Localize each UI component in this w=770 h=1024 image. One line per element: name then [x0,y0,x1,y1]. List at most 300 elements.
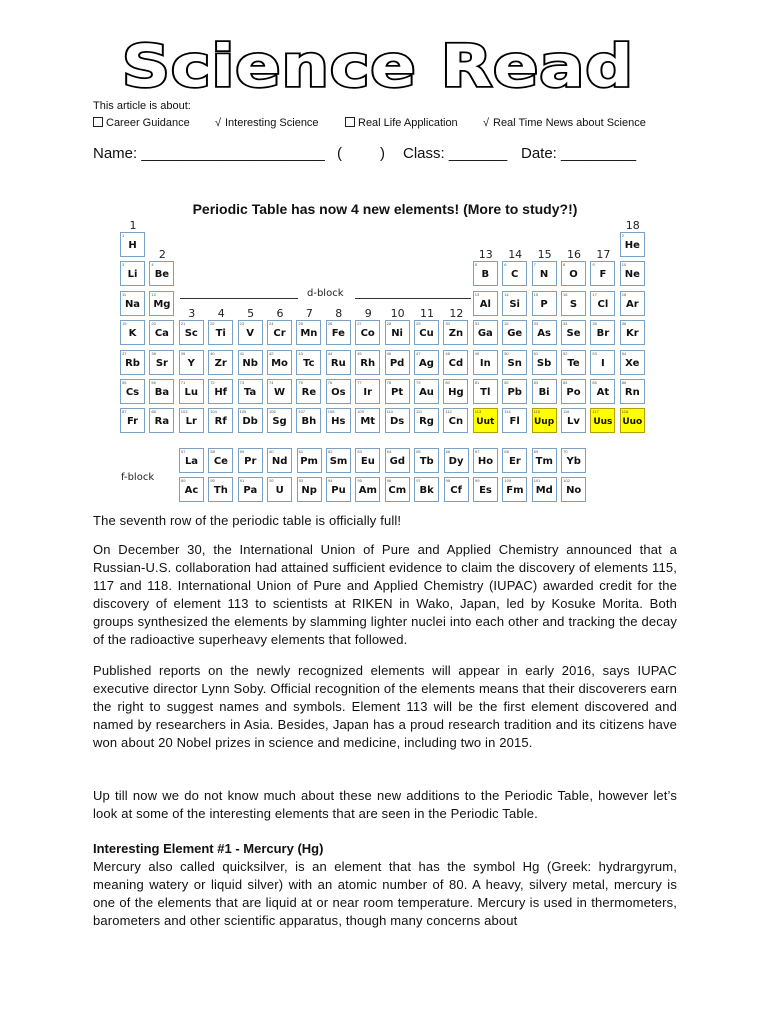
option-label: Real Life Application [358,117,458,129]
atomic-number: 73 [239,380,245,385]
element-cell-pd [385,350,410,375]
element-cell-rh [355,350,380,375]
element-symbol: Mt [360,416,376,428]
atomic-number: 54 [621,350,627,356]
atomic-number: 93 [298,478,304,484]
atomic-number: 72 [210,380,215,385]
element-cell-tb [414,448,439,473]
element-symbol: Kr [625,328,639,340]
atomic-number: 106 [269,409,276,415]
element-symbol: Sn [507,357,522,369]
name-field[interactable]: Name: ______________________ [93,145,325,162]
element-symbol: Ti [215,328,226,340]
element-symbol: N [539,269,549,281]
element-cell-s [561,291,586,316]
element-symbol: Pt [391,387,404,398]
element-cell-ti [208,320,233,345]
element-cell-ac [179,477,204,502]
atomic-number: 11 [122,291,127,297]
about-label: This article is about: [93,100,191,112]
group-number: 14 [508,248,523,262]
element-cell-pm [297,448,322,473]
element-symbol: C [511,269,519,281]
element-symbol: Cu [419,328,434,340]
element-cell-pu [326,477,351,502]
element-symbol: Pu [331,485,346,497]
element-cell-yb [561,448,586,473]
element-symbol: Es [479,485,492,497]
option-real-time-news[interactable] [479,117,646,129]
element-symbol: Mn [300,328,318,340]
element-cell-ir [355,379,380,404]
element-cell-tl [473,379,498,404]
atomic-number: 50 [504,350,509,356]
element-symbol: Bk [419,485,434,497]
element-cell-as [532,320,557,345]
element-cell-rg [414,408,439,433]
element-symbol: Uup [534,417,555,428]
element-cell-li [120,261,145,286]
element-cell-ag [414,350,439,375]
atomic-number: 117 [592,409,599,415]
element-cell-o [561,261,586,286]
element-symbol: Pb [507,387,522,398]
option-real-life-application[interactable] [345,117,458,129]
element-cell-ni [385,320,410,345]
element-symbol: Bi [538,387,550,398]
group-number: 4 [217,306,225,320]
element-symbol: W [273,387,286,398]
atomic-number: 35 [592,321,597,327]
atomic-number: 55 [122,380,127,385]
element-symbol: Ag [419,357,434,369]
element-cell-fl [502,408,527,433]
group-number: 13 [478,248,493,262]
element-symbol: Y [187,357,195,369]
element-symbol: Gd [389,456,405,467]
atomic-number: 110 [386,409,393,415]
atomic-number: 43 [298,350,303,356]
svg-text:Science Read: Science Read [122,36,634,96]
atomic-number: 111 [416,409,423,415]
element-symbol: Ds [389,416,405,428]
atomic-number: 107 [298,409,306,415]
atomic-number: 51 [533,350,539,356]
atomic-number: 70 [563,449,568,454]
element-cell-k [120,320,145,345]
atomic-number: 24 [269,321,274,327]
element-symbol: Eu [360,456,375,467]
atomic-number: 49 [474,350,480,356]
checkbox-icon[interactable] [345,117,355,127]
atomic-number: 69 [533,449,539,454]
element-symbol: Lv [567,416,580,428]
atomic-number: 5 [474,262,478,268]
element-symbol: V [246,328,254,340]
date-field[interactable]: Date: _________ [521,145,637,162]
atomic-number: 84 [563,380,568,385]
element-cell-tc [296,350,321,375]
element-cell-eu [355,448,380,473]
element-cell-ar [620,291,645,316]
atomic-number: 60 [269,449,274,454]
d-block-line-right [355,298,471,299]
element-symbol: Ho [477,456,494,467]
element-cell-f [590,261,615,286]
element-symbol: O [569,269,578,281]
element-cell-v [238,320,263,345]
element-cell-cu [414,320,439,345]
element-cell-ho [473,448,498,473]
element-symbol: Sb [536,357,552,369]
element-cell-w [267,379,292,404]
element-symbol: Rh [360,357,376,369]
atomic-number: 23 [239,321,245,327]
element-symbol: Tc [303,357,315,369]
group-number: 10 [390,306,405,320]
element-symbol: Fr [126,416,139,428]
element-cell-os [326,379,351,404]
atomic-number: 118 [621,409,629,415]
group-number: 6 [276,306,284,320]
atomic-number: 99 [475,478,480,484]
element-cell-sb [532,350,557,375]
atomic-number: 4 [151,262,154,268]
element-cell-tm [532,448,557,473]
element-cell-hg [443,379,468,404]
atomic-number: 68 [504,449,509,454]
element-cell-ba [149,379,174,404]
element-cell-db [238,408,263,433]
option-career-guidance[interactable] [93,117,190,129]
element-cell-br [590,320,615,345]
atomic-number: 113 [474,409,482,415]
atomic-number: 48 [445,350,450,356]
element-cell-mg [149,291,174,316]
element-symbol: Ir [363,387,373,398]
element-cell-i [590,350,615,375]
element-symbol: Tb [419,456,434,467]
element-symbol: Cf [450,485,462,497]
atomic-number: 100 [504,478,512,484]
group-number: 1 [129,219,137,232]
atomic-number: 116 [563,409,570,415]
atomic-number: 14 [504,291,509,297]
d-block-label: d-block [307,288,344,299]
element-symbol: La [184,456,199,467]
element-cell-uuo [620,408,645,433]
element-cell-cs [120,379,145,404]
element-symbol: Pd [389,357,405,369]
atomic-number: 95 [357,478,362,484]
atomic-number: 34 [563,321,568,327]
atomic-number: 78 [386,380,392,385]
element-symbol: Ce [213,456,228,467]
option-label: Real Time News about Science [493,117,646,129]
atomic-number: 22 [210,321,215,327]
element-cell-pr [238,448,263,473]
element-symbol: At [596,387,610,398]
element-symbol: Pm [300,456,318,467]
atomic-number: 85 [592,380,597,385]
element-symbol: F [599,269,607,281]
element-cell-ca [149,320,174,345]
element-symbol: Fl [509,416,520,428]
element-cell-rb [120,350,145,375]
atomic-number: 102 [563,478,570,484]
element-cell-he [620,232,645,257]
atomic-number: 27 [357,321,362,327]
element-cell-er [502,448,527,473]
atomic-number: 19 [122,321,127,327]
element-cell-ge [502,320,527,345]
atomic-number: 26 [327,321,333,327]
element-symbol: I [601,357,605,369]
element-cell-at [590,379,615,404]
atomic-number: 92 [269,478,274,484]
atomic-number: 63 [357,449,362,454]
element-symbol: Uuo [622,417,643,428]
atomic-number: 29 [416,321,421,327]
atomic-number: 71 [180,380,186,385]
element-cell-na [120,291,145,316]
element-cell-h [120,232,145,257]
element-cell-b [473,261,498,286]
element-cell-sn [502,350,527,375]
group-number: 17 [596,248,611,262]
element-symbol: Co [360,328,375,340]
element-cell-uup [532,408,557,433]
element-cell-pt [385,379,410,404]
element-cell-xe [620,350,645,375]
element-cell-sg [267,408,292,433]
atomic-number: 36 [621,321,627,327]
element-cell-sr [149,350,174,375]
atomic-number: 3 [122,262,125,268]
atomic-number: 7 [533,262,536,268]
atomic-number: 64 [386,449,392,454]
atomic-number: 21 [180,321,186,327]
element-cell-rf [208,408,233,433]
element-symbol: Sm [329,456,348,467]
atomic-number: 56 [151,380,156,385]
element-symbol: Rn [624,387,640,398]
element-symbol: Pa [243,485,258,497]
element-symbol: Na [124,298,141,310]
checkbox-icon[interactable] [93,117,103,127]
atomic-number: 91 [239,478,245,484]
element-symbol: Ac [184,485,199,497]
element-cell-pb [502,379,527,404]
element-symbol: Br [596,328,610,340]
atomic-number: 59 [239,449,245,454]
atomic-number: 31 [474,321,480,327]
atomic-number: 9 [592,262,595,268]
atomic-number: 65 [416,449,421,454]
element-cell-te [561,350,586,375]
element-symbol: Fe [331,328,345,340]
atomic-number: 30 [445,321,450,327]
atomic-number: 98 [445,478,451,484]
group-number: 7 [305,306,313,320]
element-symbol: Db [242,416,258,428]
element-cell-uut [473,408,498,433]
group-number: 18 [625,219,640,232]
element-symbol: Lr [185,416,197,428]
element-symbol: Er [509,456,521,467]
atomic-number: 57 [181,449,186,454]
element-symbol: Mo [271,357,288,369]
element-cell-cn [443,408,468,433]
element-cell-uus [590,408,615,433]
atomic-number: 8 [563,262,566,268]
element-symbol: Zn [448,328,464,340]
atomic-number: 58 [210,449,215,454]
element-cell-nd [267,448,292,473]
atomic-number: 97 [416,478,421,484]
check-mark-icon: √ [482,117,490,129]
atomic-number: 52 [563,350,568,356]
element-cell-gd [385,448,410,473]
group-number: 11 [420,306,434,320]
periodic-table-title: Periodic Table has now 4 new elements! (More to study?!) [192,201,578,217]
element-cell-bk [414,477,439,502]
atomic-number: 104 [210,409,217,415]
element-symbol: Al [479,298,491,310]
section-heading: Interesting Element #1 - Mercury (Hg) [93,841,324,856]
atomic-number: 62 [328,449,333,454]
element-symbol: Th [213,485,228,497]
element-cell-sc [179,320,204,345]
element-cell-si [502,291,527,316]
atomic-number: 39 [180,350,186,356]
element-symbol: Pr [244,456,257,467]
element-cell-fe [326,320,351,345]
element-symbol: Tl [480,387,491,398]
element-symbol: Te [567,357,580,369]
element-symbol: As [537,328,551,340]
element-symbol: Ra [154,416,170,428]
atomic-number: 40 [210,350,215,356]
element-cell-la [179,448,204,473]
atomic-number: 109 [357,409,364,415]
group-number: 12 [449,306,464,320]
element-cell-se [561,320,586,345]
atomic-number: 88 [151,409,156,415]
science-read-logo [118,36,638,96]
element-symbol: Zr [214,357,227,369]
option-interesting-science[interactable] [211,117,319,129]
element-cell-n [532,261,557,286]
element-cell-kr [620,320,645,345]
element-cell-fr [120,408,145,433]
atomic-number: 45 [357,350,362,356]
element-symbol: Li [127,269,138,281]
atomic-number: 61 [298,449,304,454]
atomic-number: 10 [621,262,627,268]
atomic-number: 96 [386,478,392,484]
element-symbol: Ga [477,328,493,340]
atomic-number: 1 [122,233,125,238]
paren-close: ) [380,145,385,162]
element-symbol: Sc [184,328,198,340]
element-cell-be [149,261,174,286]
element-symbol: Re [301,387,317,398]
element-symbol: Cn [448,416,464,428]
element-symbol: U [275,485,284,497]
element-cell-po [561,379,586,404]
atomic-number: 18 [621,291,627,297]
element-cell-ne [620,261,645,286]
element-symbol: Ca [154,328,169,340]
element-symbol: Sg [272,416,287,428]
atomic-number: 38 [151,350,156,356]
element-symbol: Rf [214,416,227,428]
element-cell-mo [267,350,292,375]
group-number: 8 [335,306,343,320]
atomic-number: 115 [533,409,540,415]
element-cell-pa [238,477,263,502]
element-symbol: Ru [330,357,346,369]
atomic-number: 114 [504,409,511,415]
element-symbol: Nb [242,357,258,369]
element-symbol: Ge [507,328,523,340]
d-block-line-left [180,298,298,299]
element-cell-ds [385,408,410,433]
atomic-number: 77 [357,380,362,385]
element-cell-ru [326,350,351,375]
element-cell-ga [473,320,498,345]
element-symbol: Mg [153,298,171,310]
element-cell-au [414,379,439,404]
atomic-number: 2 [621,233,625,238]
element-symbol: Fm [506,485,524,497]
element-symbol: Nd [271,456,288,467]
element-symbol: Np [301,485,317,497]
atomic-number: 90 [210,478,215,484]
element-symbol: Ar [625,298,639,310]
element-symbol: Os [331,387,346,398]
element-cell-u [267,477,292,502]
atomic-number: 25 [298,321,303,327]
element-cell-nb [238,350,263,375]
article-paragraph-3: Up till now we do not know much about these new additions to the Periodic Table, however let’s look at some of the interesting elements that are seen in the Periodic Table. [93,788,677,821]
option-label: Interesting Science [225,117,319,129]
element-cell-am [355,477,380,502]
atomic-number: 16 [563,291,568,297]
element-symbol: Md [535,485,553,497]
article-caption: The seventh row of the periodic table is officially full! [93,513,402,528]
element-cell-dy [444,448,469,473]
class-field[interactable]: Class: _______ [403,145,508,162]
atomic-number: 44 [327,350,333,356]
element-cell-cm [385,477,410,502]
element-cell-cd [443,350,468,375]
element-symbol: No [566,485,582,497]
element-cell-re [296,379,321,404]
element-cell-ta [238,379,263,404]
atomic-number: 83 [533,380,539,385]
atomic-number: 94 [328,478,333,484]
atomic-number: 46 [386,350,392,356]
atomic-number: 12 [151,291,156,297]
paren-open: ( [337,145,342,162]
element-symbol: Ne [624,269,640,281]
element-symbol: Au [419,387,434,398]
element-cell-sm [326,448,351,473]
element-cell-lu [179,379,204,404]
element-symbol: Lu [184,387,199,398]
